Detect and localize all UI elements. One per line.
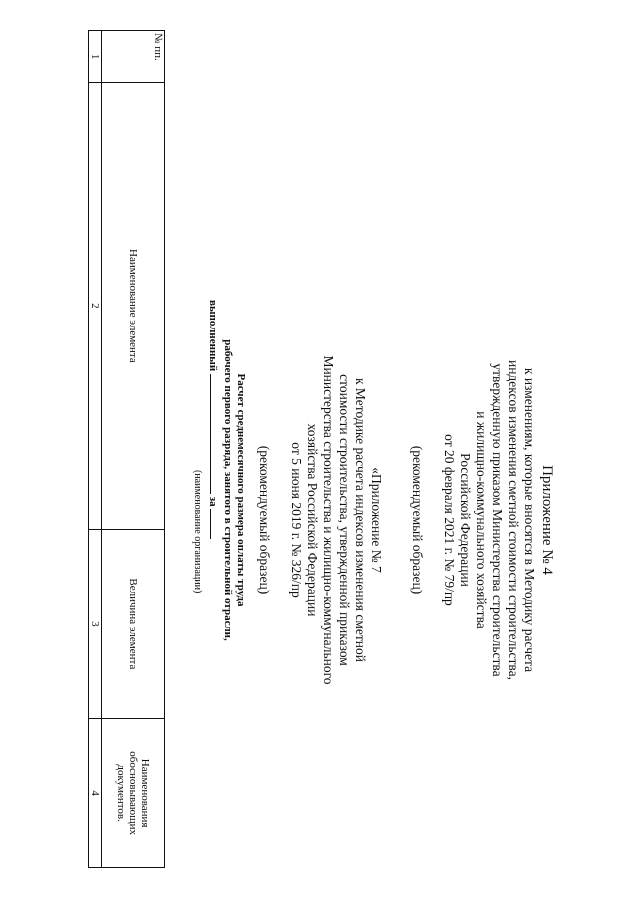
table-cell: 3 — [89, 529, 102, 719]
appendix4-sample: (рекомендуемый образец) — [410, 445, 425, 595]
appendix4-line: от 20 февраля 2021 г. № 79/пр — [442, 434, 457, 606]
col-header-name: Наименование элемента — [102, 83, 165, 529]
appendix4-line: утвержденную приказом Министерства строительства — [490, 363, 505, 677]
col-header-docs-line: Наименования — [139, 758, 151, 828]
col-header-docs-line: обосновывающих — [127, 751, 139, 835]
organization-blank — [210, 374, 221, 494]
col-header-docs — [102, 719, 165, 868]
appendix4-block — [409, 140, 556, 900]
calc-title-line — [191, 300, 221, 680]
table-cell: 2 — [89, 83, 102, 529]
calc-title-line: Расчет среднемесячного размера оплаты труда — [235, 373, 247, 607]
appendix7-line: стоимости строительства, утвержденной приказом — [337, 374, 352, 666]
appendix7-title: «Приложение № 7 — [369, 467, 384, 573]
appendix7-sample: (рекомендуемый образец) — [257, 445, 272, 595]
col-header-docs-line: документов. — [115, 764, 127, 822]
appendix7-line: от 5 июня 2019 г. № 326/пр — [289, 442, 304, 598]
table-cell: 1 — [89, 31, 102, 83]
appendix7-line: хозяйства Российской Федерации — [305, 423, 320, 617]
appendix7-line: к Методике расчета индексов изменения сметной — [353, 378, 368, 662]
col-header-value: Величина элемента — [102, 529, 165, 719]
appendix4-line: Российской Федерации — [458, 453, 473, 587]
appendix4-line: к изменениям, которые вносятся в Методику расчета — [522, 367, 537, 673]
period-blank — [210, 509, 221, 539]
calculation-table — [88, 30, 165, 868]
table-row — [89, 31, 102, 868]
col-header-num: № пп. — [102, 31, 165, 83]
appendix7-line: Министерства строительства и жилищно-коммунального — [321, 355, 336, 685]
calculation-title — [191, 300, 247, 680]
calc-title-line: рабочего первого разряда, занятого в строительной отрасли, — [222, 339, 234, 641]
organization-hint: (наименование организации) — [192, 470, 203, 594]
for-label: за — [207, 496, 219, 507]
appendix4-line: и жилищно-коммунального хозяйства — [474, 411, 489, 629]
appendix4-line: индексов изменения сметной стоимости строительства, — [506, 359, 521, 680]
table-cell: 4 — [89, 719, 102, 868]
performed-label: выполненный — [207, 300, 219, 372]
appendix4-title: Приложение № 4 — [539, 465, 555, 575]
table-header-row — [102, 31, 165, 868]
appendix7-block — [256, 140, 384, 900]
